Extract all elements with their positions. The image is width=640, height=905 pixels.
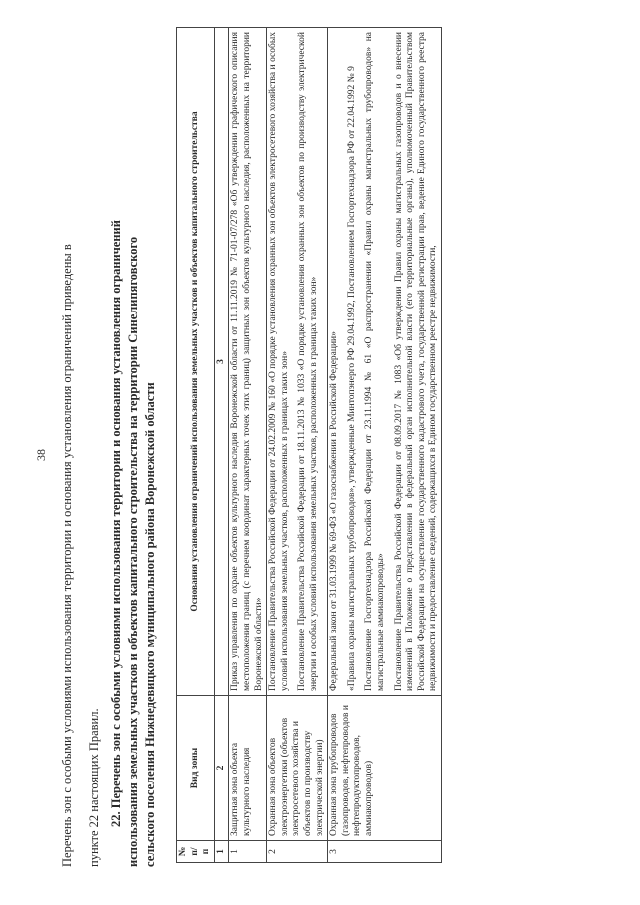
row-number: 1 xyxy=(229,841,267,863)
basis-paragraph: Постановление Правительства Российской Федерации от 24.02.2009 № 160 «О порядке установления охранных зон объектов электросетевого хозяйства и особых условий использования земельных участков, расположенных в границах таких зон» xyxy=(268,32,290,691)
basis-paragraph: Постановление Правительства Российской Федерации от 08.09.2017 № 1083 «Об утверждении Правил охраны магистральных газопроводов и о внесении изменений в Положение о представлении в федеральный орган исполнительной власти (его территориальные органы), уполномоченный Правительством Российской Федерации на осуществление государственного кадастрового учета, государственной регистрации прав, ведение Единого государственного реестра недвижимости и предоставление сведений, содержащихся в Едином государственном реестре недвижимости, xyxy=(393,32,439,691)
table-header-row xyxy=(177,28,215,863)
basis-cell xyxy=(328,28,442,696)
basis-paragraph: Федеральный закон от 31.03.1999 № 69-ФЗ «О газоснабжении в Российской Федерации» xyxy=(329,331,340,691)
header-number: № п/п xyxy=(177,841,215,863)
table-row xyxy=(267,28,328,863)
table-row xyxy=(229,28,267,863)
basis-cell xyxy=(229,28,267,696)
page-number: 38 xyxy=(34,449,48,461)
section-title-line-3: сельского поселения Нижнедевицкого муниципального района Воронежской области xyxy=(143,382,157,867)
intro-line-2: пункте 22 настоящих Правил. xyxy=(87,708,101,867)
column-number-2: 2 xyxy=(214,696,229,841)
column-number-1: 1 xyxy=(214,841,229,863)
row-number: 3 xyxy=(328,841,442,863)
intro-paragraph xyxy=(54,27,108,867)
basis-cell xyxy=(267,28,328,696)
zone-kind-cell: Защитная зона объекта культурного наследия xyxy=(229,696,267,841)
table-row xyxy=(328,28,442,863)
header-zone-kind: Вид зоны xyxy=(177,696,215,841)
restrictions-table xyxy=(176,27,442,863)
row-number: 2 xyxy=(267,841,328,863)
section-title-line-1: 22. Перечень зон с особыми условиями использования территории и основания установления ограничений xyxy=(109,220,123,827)
table-column-numbers-row xyxy=(214,28,229,863)
section-title xyxy=(108,27,159,867)
header-basis: Основания установления ограничений использования земельных участков и объектов капитального строительства xyxy=(177,28,215,696)
basis-paragraph: Приказ управления по охране объектов культурного наследия Воронежской области от 11.11.2019 № 71-01-07/278 «Об утверждении графического описания местоположения границ (с перечнем координат характерных точек этих границ) защитных зон объектов культурного наследия, расположенных на территории Воронежской области» xyxy=(230,32,264,691)
zone-kind-cell: Охранная зона трубопроводов (газопроводов, нефтепроводов и нефтепродуктопроводов, аммиакопроводов) xyxy=(328,696,442,841)
column-number-3: 3 xyxy=(214,28,229,696)
section-title-line-2: использования земельных участков и объектов капитального строительства на территории Синелипяговского xyxy=(126,236,140,867)
zone-kind-cell: Охранная зона объектов электроэнергетики (объектов электросетевого хозяйства и объектов по производству электрической энергии) xyxy=(267,696,328,841)
basis-paragraph: Постановление Правительства Российской Федерации от 18.11.2013 № 1033 «О порядке установления охранных зон объектов по производству электрической энергии и особых условий использования земельных участков, расположенных в границах таких зон» xyxy=(297,32,319,691)
basis-paragraph: Постановление Госгортехнадзора Российской Федерации от 23.11.1994 № 61 «О распространении «Правил охраны магистральных трубопроводов» на магистральные аммиакопроводы» xyxy=(364,32,386,691)
intro-line-1: Перечень зон с особыми условиями использования территории и основания установления ограничений приведены в xyxy=(60,244,74,867)
basis-paragraph: «Правила охраны магистральных трубопроводов», утвержденные Минтопэнерго РФ 29.04.1992, Постановлением Госгортехнадзора РФ от 22.04.1992 № 9 xyxy=(346,66,357,691)
